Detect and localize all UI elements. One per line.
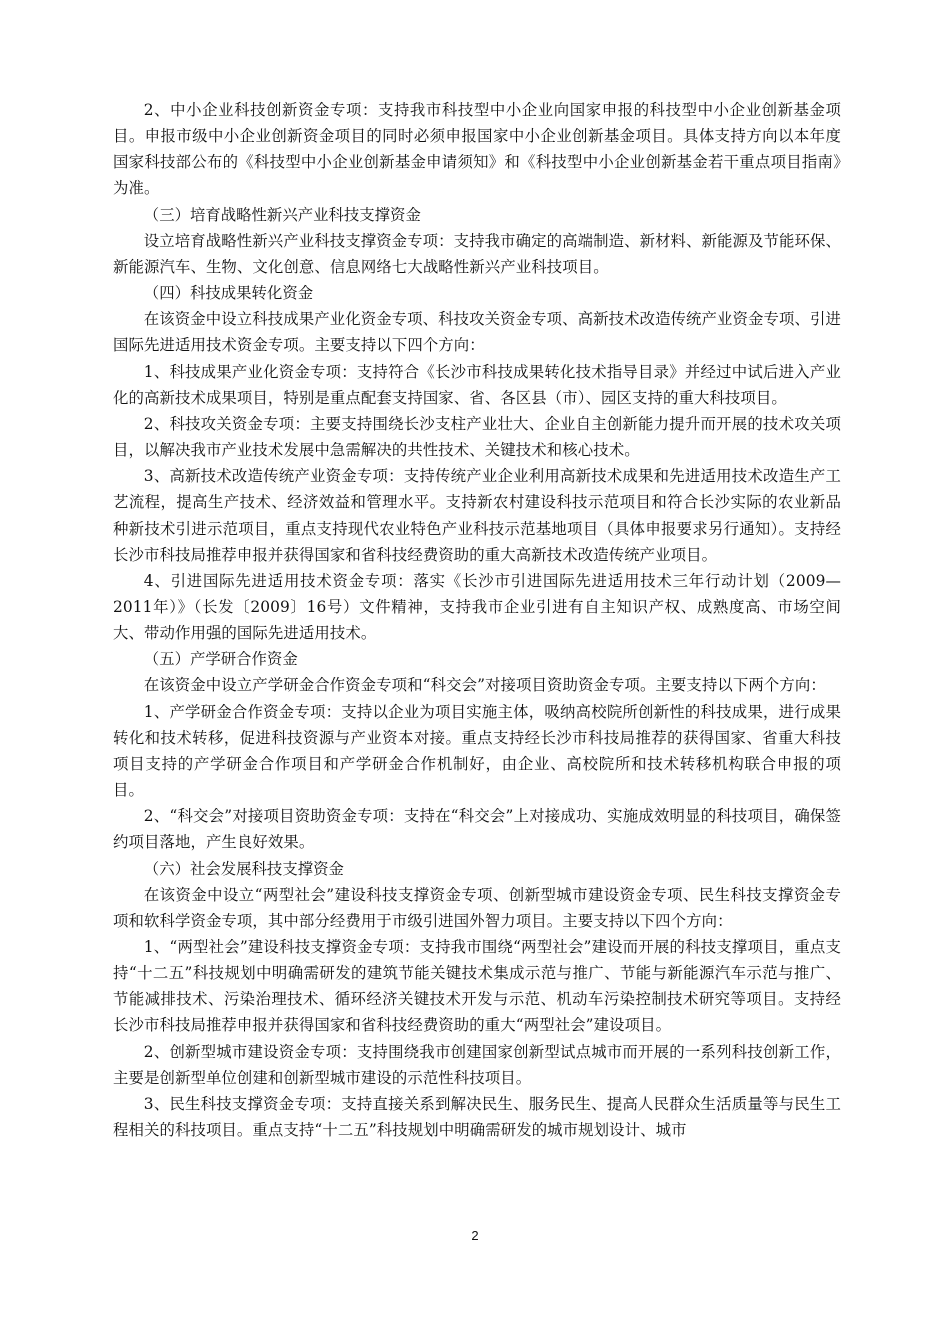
paragraph: 1、“两型社会”建设科技支撑资金专项：支持我市围绕“两型社会”建设而开展的科技支撑项目，重点支持“十二五”科技规划中明确需研发的建筑节能关键技术集成示范与推广、节能与新能源汽车示范与推广、节能减排技术、污染治理技术、循环经济关键技术开发与示范、机动车污染控制技术研究等项目。支持经长沙市科技局推荐申报并获得国家和省科技经费资助的重大“两型社会”建设项目。 bbox=[113, 938, 841, 1035]
paragraph: 1、产学研金合作资金专项：支持以企业为项目实施主体，吸纳高校院所创新性的科技成果，进行成果转化和技术转移，促进科技资源与产业资本对接。重点支持经长沙市科技局推荐的获得国家、省重大科技项目支持的产学研金合作项目和产学研金合作机制好，由企业、高校院所和技术转移机构联合申报的项目。 bbox=[113, 702, 841, 800]
paragraph: 4、引进国际先进适用技术资金专项：落实《长沙市引进国际先进适用技术三年行动计划（2009—2011年）》（长发〔2009〕16号）文件精神，支持我市企业引进有自主知识产权、成熟度高、市场空间大、带动作用强的国际先进适用技术。 bbox=[113, 571, 841, 643]
section-heading: （五）产学研合作资金 bbox=[143, 650, 298, 669]
paragraph: 2、科技攻关资金专项：主要支持围绕长沙支柱产业壮大、企业自主创新能力提升而开展的技术攻关项目，以解决我市产业技术发展中急需解决的共性技术、关键技术和核心技术。 bbox=[113, 414, 841, 460]
page-number: 2 bbox=[471, 1228, 479, 1243]
paragraph: 2、“科交会”对接项目资助资金专项：支持在“科交会”上对接成功、实施成效明显的科技项目，确保签约项目落地，产生良好效果。 bbox=[113, 807, 841, 852]
section-heading: （三）培育战略性新兴产业科技支撑资金 bbox=[143, 205, 421, 224]
paragraph: 设立培育战略性新兴产业科技支撑资金专项：支持我市确定的高端制造、新材料、新能源及节能环保、新能源汽车、生物、文化创意、信息网络七大战略性新兴产业科技项目。 bbox=[113, 231, 841, 276]
paragraph: 3、高新技术改造传统产业资金专项：支持传统产业企业利用高新技术成果和先进适用技术改造生产工艺流程，提高生产技术、经济效益和管理水平。支持新农村建设科技示范项目和符合长沙实际的农业新品种新技术引进示范项目，重点支持现代农业特色产业科技示范基地项目（具体申报要求另行通知）。支持经长沙市科技局推荐申报并获得国家和省科技经费资助的重大高新技术改造传统产业项目。 bbox=[113, 467, 841, 564]
paragraph: 2、中小企业科技创新资金专项：支持我市科技型中小企业向国家申报的科技型中小企业创新基金项目。申报市级中小企业创新资金项目的同时必须申报国家中小企业创新基金项目。具体支持方向以本年度国家科技部公布的《科技型中小企业创新基金申请须知》和《科技型中小企业创新基金若干重点项目指南》为准。 bbox=[113, 101, 841, 198]
paragraph: 2、创新型城市建设资金专项：支持围绕我市创建国家创新型试点城市而开展的一系列科技创新工作，主要是创新型单位创建和创新型城市建设的示范性科技项目。 bbox=[113, 1042, 841, 1087]
paragraph: 1、科技成果产业化资金专项：支持符合《长沙市科技成果转化技术指导目录》并经过中试后进入产业化的高新技术成果项目，特别是重点配套支持国家、省、各区县（市）、园区支持的重大科技项目。 bbox=[113, 362, 841, 407]
paragraph: 在该资金中设立产学研金合作资金专项和“科交会”对接项目资助资金专项。主要支持以下两个方向： bbox=[143, 676, 826, 695]
paragraph: 在该资金中设立科技成果产业化资金专项、科技攻关资金专项、高新技术改造传统产业资金专项、引进国际先进适用技术资金专项。主要支持以下四个方向： bbox=[113, 310, 841, 355]
section-heading: （六）社会发展科技支撑资金 bbox=[143, 859, 344, 878]
document-body bbox=[113, 97, 841, 1143]
section-heading: （四）科技成果转化资金 bbox=[143, 284, 314, 303]
paragraph: 在该资金中设立“两型社会”建设科技支撑资金专项、创新型城市建设资金专项、民生科技支撑资金专项和软科学资金专项，其中部分经费用于市级引进国外智力项目。主要支持以下四个方向： bbox=[113, 885, 841, 930]
paragraph: 3、民生科技支撑资金专项：支持直接关系到解决民生、服务民生、提高人民群众生活质量等与民生工程相关的科技项目。重点支持“十二五”科技规划中明确需研发的城市规划设计、城市 bbox=[113, 1094, 841, 1140]
